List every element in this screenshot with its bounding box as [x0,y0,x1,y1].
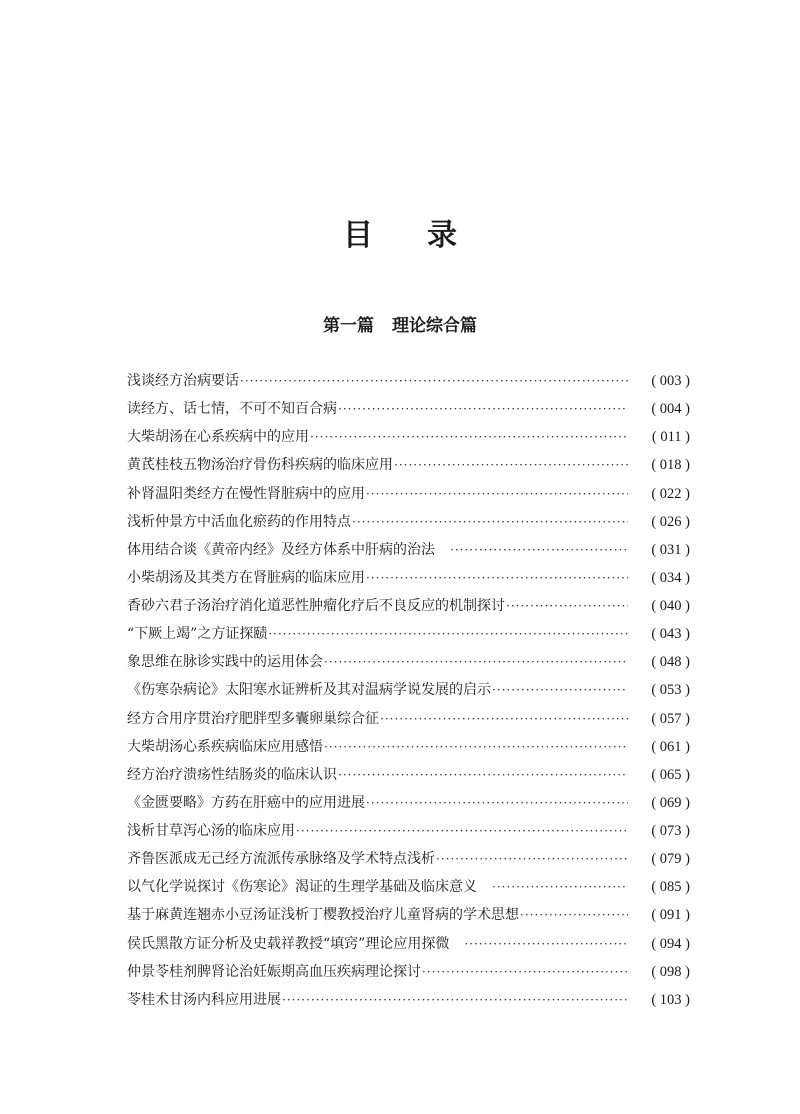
toc-entry-title: 香砂六君子汤治疗消化道恶性肿瘤化疗后不良反应的机制探讨 [127,598,505,615]
toc-entry-title: 侯氏黑散方证分析及史载祥教授“填窍”理论应用探微 [127,935,464,952]
toc-entry[interactable] [127,901,690,929]
toc-entry[interactable] [127,480,690,508]
toc-entry[interactable] [127,451,690,479]
toc-entry[interactable] [127,508,690,536]
toc-entry-title: 以气化学说探讨《伤寒论》渴证的生理学基础及临床意义 [127,879,491,896]
dot-leader [492,873,628,901]
part-heading [0,314,800,338]
toc-entry-title: 浅析甘草泻心汤的临床应用 [127,823,295,840]
toc-entry-page: ( 057 ) [651,710,690,727]
toc-entry[interactable] [127,536,690,564]
toc-entry-page: ( 022 ) [651,485,690,502]
dot-leader [324,733,628,761]
toc-entry-title: 经方治疗溃疡性结肠炎的临床认识 [127,766,337,783]
toc-entry-page: ( 079 ) [651,851,690,868]
page-title-char: 目 [343,218,373,253]
toc-entry[interactable] [127,395,690,423]
toc-entry-page: ( 091 ) [651,907,690,924]
toc-entry-title: 大柴胡汤在心系疾病中的应用 [127,429,309,446]
toc-entry-title: 仲景苓桂剂脾肾论治妊娠期高血压疾病理论探讨 [127,963,421,980]
dot-leader [338,395,628,423]
toc-entry-page: ( 098 ) [651,963,690,980]
toc-entry-title: 补肾温阳类经方在慢性肾脏病中的应用 [127,485,365,502]
toc-entry-title: 黄芪桂枝五物汤治疗骨伤科疾病的临床应用 [127,457,393,474]
toc-entry-title: 小柴胡汤及其类方在肾脏病的临床应用 [127,569,365,586]
toc-entry-page: ( 031 ) [651,541,690,558]
dot-leader [436,845,628,873]
toc-entry-title: 读经方、话七情，不可不知百合病 [127,401,337,418]
toc-entry-title: 浅析仲景方中活血化瘀药的作用特点 [127,513,351,530]
dot-leader [366,564,628,592]
dot-leader [520,901,628,929]
toc-entry-page: ( 061 ) [651,738,690,755]
toc-entry[interactable] [127,761,690,789]
dot-leader [366,789,628,817]
toc-entry[interactable] [127,873,690,901]
toc-entry[interactable] [127,845,690,873]
dot-leader [240,367,628,395]
dot-leader [380,705,628,733]
toc-entry-title: 《伤寒杂病论》太阳寒水证辨析及其对温病学说发展的启示 [127,682,491,699]
part-number: 第一篇 [323,316,374,336]
toc-entry-page: ( 048 ) [651,654,690,671]
dot-leader [324,648,628,676]
dot-leader [310,423,628,451]
toc-entry-title: 浅谈经方治病要话 [127,373,239,390]
toc-entry[interactable] [127,986,690,1014]
toc-entry-title: “下厥上竭”之方证探赜 [127,626,268,643]
page-title-char: 录 [427,218,457,253]
toc-entry-page: ( 103 ) [651,991,690,1008]
toc-entry[interactable] [127,930,690,958]
toc-entry-page: ( 053 ) [651,682,690,699]
toc-entry-title: 大柴胡汤心系疾病临床应用感悟 [127,738,323,755]
table-of-contents [127,367,690,1014]
dot-leader [268,620,628,648]
dot-leader [450,536,628,564]
toc-entry-page: ( 073 ) [651,823,690,840]
dot-leader [506,592,628,620]
toc-entry-page: ( 085 ) [651,879,690,896]
toc-entry-page: ( 034 ) [651,569,690,586]
toc-entry[interactable] [127,733,690,761]
toc-entry-page: ( 003 ) [651,373,690,390]
toc-entry[interactable] [127,789,690,817]
part-name: 理论综合篇 [392,316,477,336]
dot-leader [464,930,628,958]
toc-entry[interactable] [127,423,690,451]
dot-leader [394,451,628,479]
toc-entry-page: ( 043 ) [651,626,690,643]
toc-entry-page: ( 094 ) [651,935,690,952]
toc-entry-page: ( 065 ) [651,766,690,783]
dot-leader [282,986,628,1014]
toc-entry-title: 《金匮要略》方药在肝癌中的应用进展 [127,794,365,811]
toc-entry[interactable] [127,592,690,620]
dot-leader [492,676,628,704]
dot-leader [352,508,628,536]
toc-entry-title: 基于麻黄连翘赤小豆汤证浅析丁樱教授治疗儿童肾病的学术思想 [127,907,519,924]
toc-entry-title: 苓桂术甘汤内科应用进展 [127,991,281,1008]
toc-entry[interactable] [127,958,690,986]
dot-leader [422,958,628,986]
toc-entry-page: ( 069 ) [651,794,690,811]
toc-entry-title: 体用结合谈《黄帝内经》及经方体系中肝病的治法 [127,541,449,558]
toc-entry-title: 经方合用序贯治疗肥胖型多囊卵巢综合征 [127,710,379,727]
toc-entry-title: 齐鲁医派成无己经方流派传承脉络及学术特点浅析 [127,851,435,868]
toc-entry-page: ( 018 ) [651,457,690,474]
toc-entry-page: ( 004 ) [651,401,690,418]
toc-entry[interactable] [127,620,690,648]
dot-leader [296,817,628,845]
toc-entry[interactable] [127,564,690,592]
toc-entry[interactable] [127,705,690,733]
toc-entry[interactable] [127,817,690,845]
toc-entry[interactable] [127,648,690,676]
dot-leader [366,480,628,508]
dot-leader [338,761,628,789]
toc-entry-title: 象思维在脉诊实践中的运用体会 [127,654,323,671]
toc-entry-page: ( 011 ) [651,429,690,446]
toc-entry[interactable] [127,367,690,395]
page-title [0,216,800,256]
toc-entry[interactable] [127,676,690,704]
toc-entry-page: ( 026 ) [651,513,690,530]
toc-entry-page: ( 040 ) [651,598,690,615]
